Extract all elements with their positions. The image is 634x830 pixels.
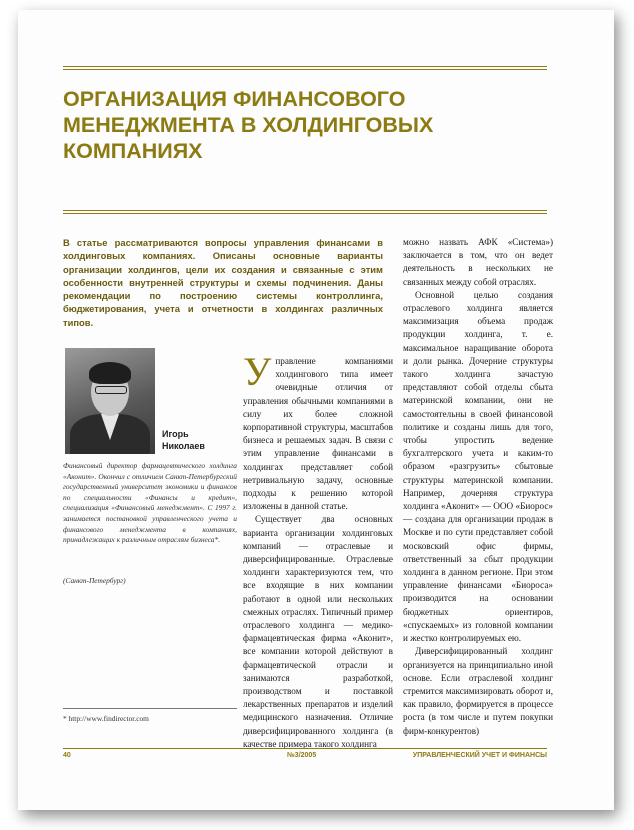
top-rule — [63, 66, 547, 70]
footer-rule — [63, 748, 547, 749]
author-photo — [65, 348, 155, 454]
drop-cap: У — [243, 349, 272, 394]
paragraph-1: Управление компаниями холдингового типа имеет очевидные отличия от управления обычными компаниями в силу их более сложной корпоративной структуры, масштабов бизнеса и решаемых задач. В связи с этим управление финансами в холдингах представляет собой нетривиальную задачу, основные подходы к решению которой изложены в данной статье. — [243, 349, 393, 512]
author-name — [162, 428, 205, 452]
author-city: (Санкт-Петербург) — [63, 576, 126, 585]
body-column-2 — [243, 349, 393, 751]
paragraph-3: можно назвать АФК «Система») заключается в том, что он ведет деятельность в нескольких не связанных между собой отраслях. — [403, 237, 553, 287]
author-last-name: Николаев — [162, 441, 205, 451]
title-bottom-rule — [63, 210, 547, 214]
article-title: ОРГАНИЗАЦИЯ ФИНАНСОВОГО МЕНЕДЖМЕНТА В ХОЛДИНГОВЫХ КОМПАНИЯХ — [63, 87, 434, 163]
paragraph-5: Диверсифицированный холдинг организуется на принципиально иной основе. Если отраслевой холдинг стремится максимизировать оборот и, как правило, формируется в процессе роста (в том числе и путем покупки фирм-конкурентов) — [403, 646, 553, 736]
body-column-3 — [403, 236, 553, 738]
author-bio: Финансовый директор фармацевтического холдинга «Аконит». Окончил с отличием Санкт-Петербургский государственный университет экономики и финансов по специальности «Финансы и кредит», специализация «Финансовый менеджмент». С 1997 г. занимается постановкой управленческого учета и финансового менеджмента в компаниях, принадлежащих к различным отраслям бизнеса*. — [63, 461, 237, 545]
paragraph-4: Основной целью создания отраслевого холдинга является максимизация объема продаж продукции холдинга, т. е. максимальное наращивание оборота и доли рынка. Дочерние структуры такого холдинга зачастую представляют собой отделы сбыта материнской компании, они не самостоятельны в своей финансовой политике и созданы лишь для того, чтобы упростить ведение бухгалтерского учета и каким-то образом «разгрузить» сбытовые структуры материнской компании. Например, дочерняя структура холдинга «Аконит» — ООО «Биорос» — создана для организации продаж в Москве и по сути представляет собой московский офис фирмы, ответственный за сбыт продукции холдинга в данном регионе. При этом управление финансами «Биороса» производится на основании бюджетных ориентиров, «спускаемых» из головной компании и жестко контролируемых ею. — [403, 289, 553, 644]
paragraph-2: Существует два основных варианта организации холдинговых компаний — отраслевые и диверсифицированные. Отраслевые холдинги характеризуются тем, что все входящие в них компании работают в одной или нескольких смежных отраслях. Типичный пример отраслевого холдинга — медико-фармацевтическая фирма «Аконит», все компании которой действуют в фармацевтической отрасли и занимаются разработкой, производством и поставкой лекарственных препаратов и изделий медицинского назначения. Отличие диверсифицированного холдинга (в качестве примера такого холдинга — [243, 514, 393, 749]
article-abstract: В статье рассматриваются вопросы управления финансами в холдинговых компаниях. Описаны основные варианты организации холдингов, цели их создания и связанные с этим особенности внутренней структуры и схемы подчинения. Даны рекомендации по построению системы контроллинга, бюджетирования, учета и отчетности в холдингах различных типов. — [63, 237, 383, 328]
issue-number: №3/2005 — [287, 752, 317, 759]
author-first-name: Игорь — [162, 429, 189, 439]
footnote: * http://www.findirector.com — [63, 714, 149, 723]
journal-name: УПРАВЛЕНЧЕСКИЙ УЧЕТ И ФИНАНСЫ — [412, 752, 547, 759]
footnote-rule — [63, 708, 237, 709]
page-number: 40 — [63, 752, 71, 759]
